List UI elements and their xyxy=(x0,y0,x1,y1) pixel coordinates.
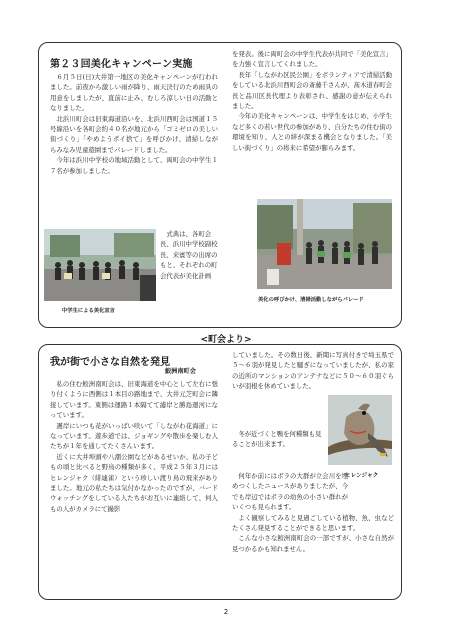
article2-paragraph: 護岸にいつも花がいっぱい咲いて「しながわ花海道」になっています。遊歩道では、ジョギングや散歩を楽しむ人たちが１年を通してたくさんいます。 xyxy=(50,421,218,451)
article2-wrap-text xyxy=(232,429,324,450)
article2-title: 我が街で小さな自然を発見 xyxy=(50,357,170,368)
article2-paragraph: こんな小さな鮫洲南町会の一部ですが、小さな自然が見つかるかも知れません。 xyxy=(232,534,394,553)
caption-bird: ヒレンジャク xyxy=(345,473,379,479)
article2-paragraph: よく観察してみると見過ごしている植物、魚、虫などたくさん発見することができると思います。 xyxy=(232,513,394,533)
article1-right-column xyxy=(232,49,392,153)
article2-right-bottom xyxy=(232,471,394,554)
photo-ceremony xyxy=(44,229,156,301)
article1-paragraph: ６月５日(日)大井第一地区の美化キャンペーンが行われました。前夜から激しい雨が降り、雨天決行のため雨具の用意をしましたが、直前に止み、むしろ涼しい日の活動となりました。 xyxy=(50,73,218,113)
article2-paragraph: 何年か前にはボラの大群が立会川を埋めつくしたニュースがありましたが、今でも岸辺ではボラの幼魚の小さい群れがいくつも見られます。 xyxy=(232,472,348,512)
article2-author: 鮫洲南町会 xyxy=(165,368,196,375)
article1-title: 第２３回美化キャンペーン実施 xyxy=(50,59,193,70)
article1-left-column xyxy=(50,72,218,176)
article1-paragraph: 今年の美化キャンペーンは、中学生をはじめ、小学生など多くの若い世代の参加があり、自分たちの住む街の環境を知り、人との絆が深まる機会となりました。「美しい街づくり」の将来に希望が膨らみます。 xyxy=(232,112,392,152)
section-heading: <町会より> xyxy=(200,335,252,345)
article1-paragraph: を発表。後に両町会の中学生代表が共同で「美化宣言」を力強く宣言してくれました。 xyxy=(232,50,392,69)
article1-paragraph: 北浜川町会は旧東海道沿いを、北浜川西町会は国道１５号線沿いを各町会約４０名が地元から「ゴミゼロの美しい街づくり」「やめようポイ捨て」を呼びかけ、清掃しながらみなみ児童遊園までパレードしました。 xyxy=(50,114,218,154)
article1-paragraph: 長年「しながわ区民公園」をボランティアで清掃活動をしている北浜川西町会の斎藤千さんが、髙木道春町会長と品川区長代理より表彰され、感謝の意が伝えられました。 xyxy=(232,70,392,111)
article2-paragraph: していました。その数日後、新聞に写真付きで埼玉県で５～６羽が発見したと騒ぎになっていましたが、私の家の近所のマンションのアンテナなどに５０～６０羽ぐらいが羽根を休めていました。 xyxy=(232,351,394,391)
article2-left-column xyxy=(50,379,218,514)
article1-paragraph: 今年は浜川中学校の地域活動として、両町会の中学生１７名が参加しました。 xyxy=(50,156,218,175)
article2-paragraph: 近くに大井埠頭や八潮公園などがあるせいか、私の子どもの頃と比べると野鳥の種類が多く、平成２５年３月にはヒレンジャク（緋連雀）という珍しい渡り鳥の飛来がありました。地元の私たちは気付かなかったのですが、バードウォッチングをしている人たちがお互いに連絡して、何人もの人がカメラにて撮影 xyxy=(50,452,218,513)
article2-wrap-paragraph: 冬が近づくと鴨を何種類も見ることが出来ます。 xyxy=(232,430,322,449)
article1-wrap-text xyxy=(160,229,218,281)
caption-parade: 美化の呼びかけ、清掃活動しながらパレード xyxy=(258,297,364,303)
photo-parade xyxy=(257,199,392,289)
page-number: 2 xyxy=(223,608,229,616)
caption-ceremony: 中学生による美化宣言 xyxy=(62,308,115,314)
article1-wrap-paragraph: 式典は、各町会長、浜川中学校副校長、来賓等の出席のもと、それぞれの町会代表が美化計画 xyxy=(160,230,218,280)
article2-right-top xyxy=(232,350,394,392)
photo-bird xyxy=(328,395,392,465)
article2-paragraph: 私の住む鮫洲南町会は、旧東海道を中心として左右に張り付くように西側は１本目の路地まで、大井元芝町会に隣接しています。東側は運路１本隔てて濾岸と勝島運河になっています。 xyxy=(50,380,218,420)
